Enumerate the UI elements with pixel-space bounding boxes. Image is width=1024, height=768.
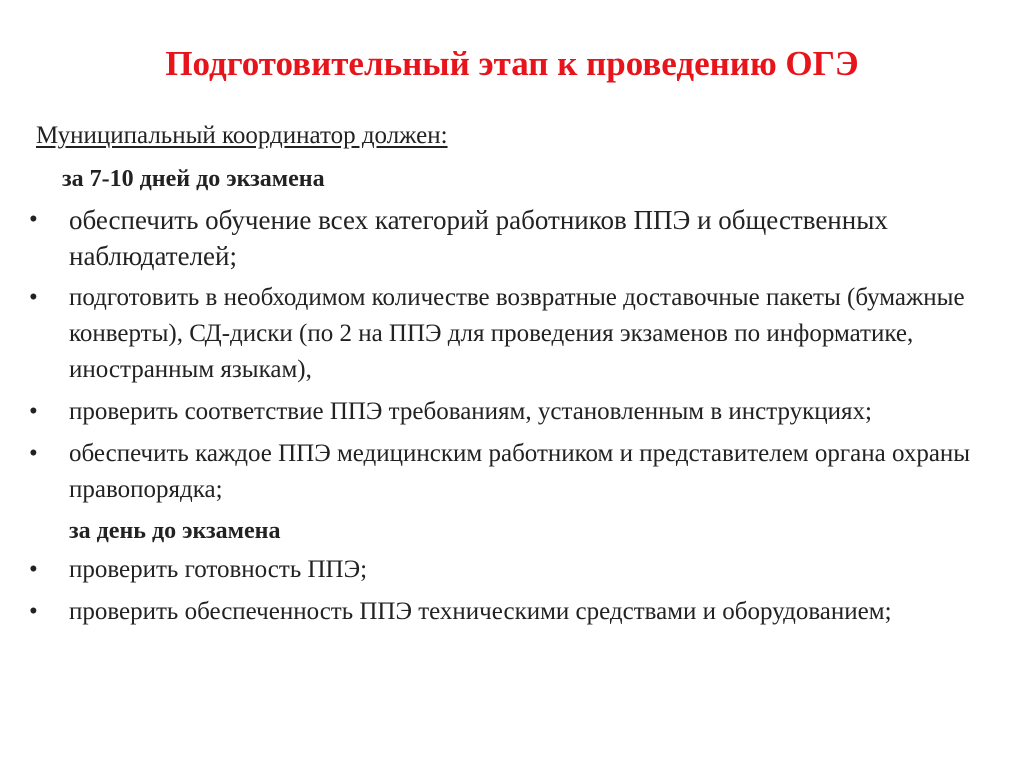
bullet-icon: • xyxy=(29,284,38,311)
list-item-text: проверить обеспеченность ППЭ техническими средствами и оборудованием; xyxy=(69,598,892,625)
bullet-icon: • xyxy=(29,556,38,583)
list-item-text: обеспечить каждое ППЭ медицинским работником и представителем органа охраны правопорядка; xyxy=(69,440,971,503)
list-item xyxy=(0,202,1024,274)
bullet-icon: • xyxy=(29,598,38,625)
list-item-text: проверить готовность ППЭ; xyxy=(69,556,368,583)
slide-content xyxy=(0,162,1024,636)
list-item-text: подготовить в необходимом количестве возвратные доставочные пакеты (бумажные конверты), СД-диски (по 2 на ППЭ для проведения экзаменов по информатике, иностранным языкам), xyxy=(69,284,965,383)
bullet-icon: • xyxy=(29,440,38,467)
bullet-icon: • xyxy=(29,398,38,425)
bullet-icon: • xyxy=(29,206,38,233)
section-heading-7-10-days: за 7-10 дней до экзамена xyxy=(62,166,325,192)
list-item xyxy=(0,394,1024,430)
slide-title: Подготовительный этап к проведению ОГЭ xyxy=(165,44,859,83)
section-heading-day-before: за день до экзамена xyxy=(69,518,281,544)
slide-subtitle: Муниципальный координатор должен: xyxy=(36,122,448,149)
list-item xyxy=(0,280,1024,388)
list-item-text: обеспечить обучение всех категорий работников ППЭ и общественных наблюдателей; xyxy=(69,205,888,271)
list-item xyxy=(0,552,1024,588)
list-item xyxy=(0,436,1024,508)
list-item xyxy=(0,594,1024,630)
list-item-text: проверить соответствие ППЭ требованиям, установленным в инструкциях; xyxy=(69,398,873,425)
